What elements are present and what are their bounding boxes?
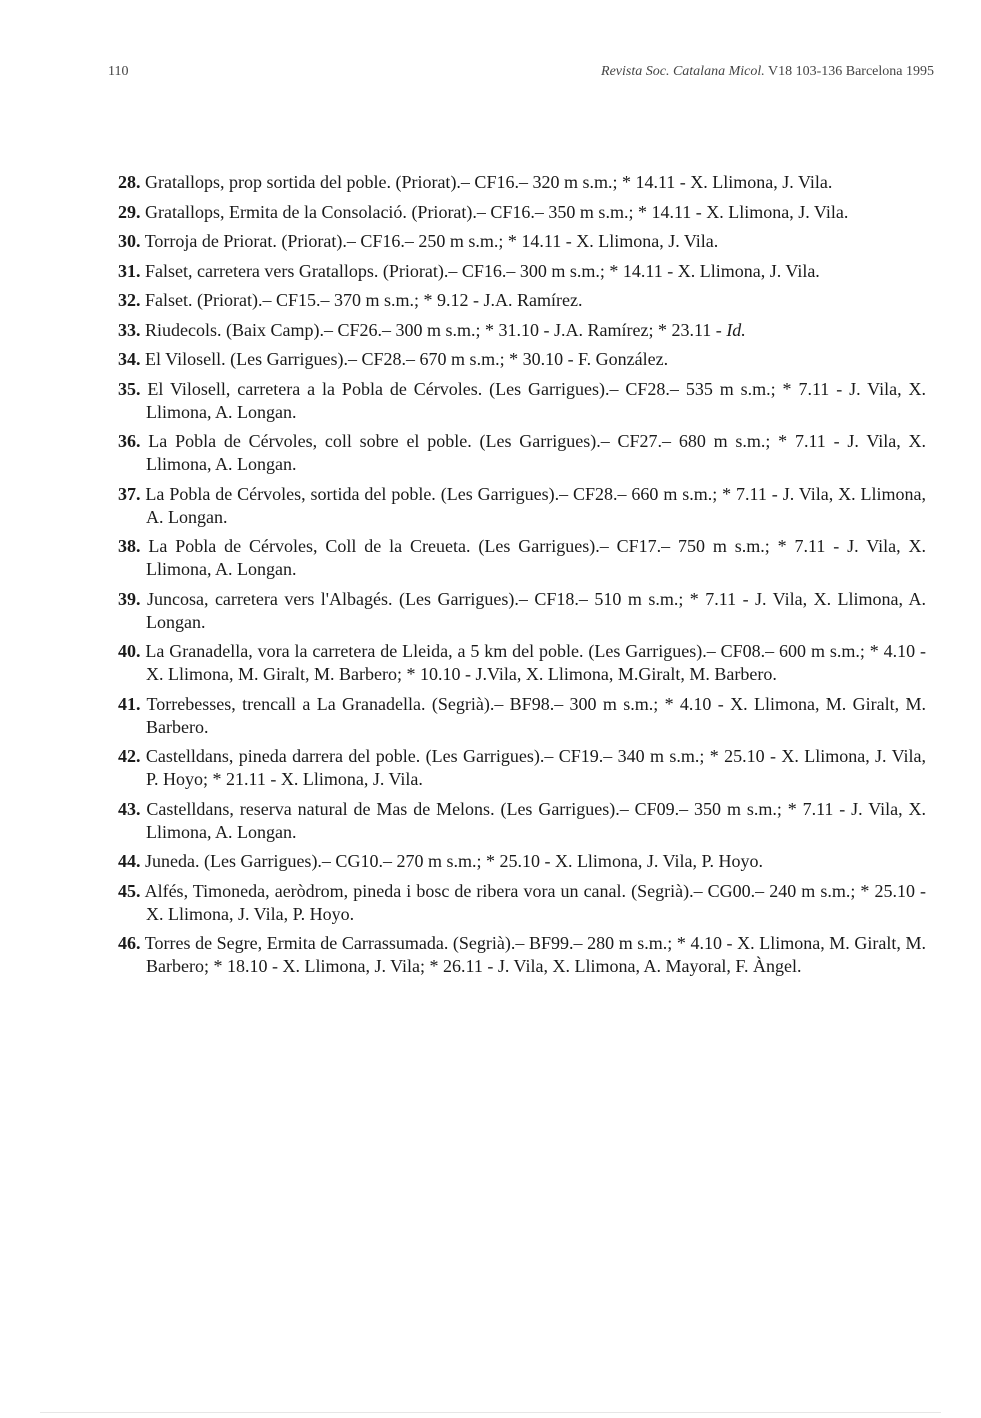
locality-entry bbox=[118, 230, 926, 253]
entry-number: 43. bbox=[118, 798, 141, 819]
entry-number: 33. bbox=[118, 319, 141, 340]
entry-locality: Falset, carretera vers Gratallops. bbox=[145, 260, 379, 281]
locality-entry bbox=[118, 588, 926, 634]
entry-locality: Torres de Segre, Ermita de Carrassumada. bbox=[144, 933, 449, 953]
entry-locality: El Vilosell, carretera a la Pobla de Cérvoles. bbox=[147, 378, 483, 399]
locality-entry bbox=[118, 319, 926, 342]
entry-locality: Juncosa, carretera vers l'Albagés. bbox=[146, 588, 393, 609]
entry-locality: Gratallops, prop sortida del poble. bbox=[145, 172, 391, 192]
entry-locality: La Pobla de Cérvoles, coll sobre el poble. bbox=[148, 431, 472, 451]
entry-details: (Les Garrigues).– CF19.– 340 m s.m.; * 25.10 - X. Llimona, J. Vila, P. Hoyo; * 21.11 - X. Llimona, J. Vila. bbox=[146, 746, 927, 789]
entry-number: 38. bbox=[118, 536, 141, 556]
entry-details: (Les Garrigues).– CF09.– 350 m s.m.; * 7.11 - J. Vila, X. Llimona, A. Longan. bbox=[146, 798, 927, 842]
entry-details-italic: Id. bbox=[726, 319, 746, 340]
entry-locality: La Pobla de Cérvoles, Coll de la Creueta. bbox=[148, 536, 471, 556]
entry-number: 32. bbox=[118, 290, 141, 310]
locality-entry bbox=[118, 430, 926, 476]
entry-number: 46. bbox=[118, 933, 141, 953]
entry-details: (Les Garrigues).– CG10.– 270 m s.m.; * 25.10 - X. Llimona, J. Vila, P. Hoyo. bbox=[199, 851, 764, 871]
locality-entry bbox=[118, 348, 926, 371]
locality-entry bbox=[118, 483, 926, 529]
locality-entry bbox=[118, 260, 926, 283]
entry-locality: Gratallops, Ermita de la Consolació. bbox=[145, 201, 407, 222]
page-header bbox=[108, 64, 934, 86]
entry-number: 39. bbox=[118, 588, 141, 609]
locality-entry bbox=[118, 693, 926, 739]
locality-entry bbox=[118, 798, 926, 844]
entry-details: (Priorat).– CF16.– 350 m s.m.; * 14.11 - X. Llimona, J. Vila. bbox=[406, 201, 849, 222]
entry-number: 35. bbox=[118, 378, 141, 399]
entry-details: (Priorat).– CF16.– 320 m s.m.; * 14.11 - X. Llimona, J. Vila. bbox=[390, 172, 833, 192]
entry-locality: La Granadella, vora la carretera de Lleida, a 5 km del poble. bbox=[145, 641, 584, 661]
locality-entry bbox=[118, 745, 926, 791]
entry-details: (Segrià).– BF98.– 300 m s.m.; * 4.10 - X. Llimona, M. Giralt, M. Barbero. bbox=[146, 693, 926, 737]
entry-details: (Les Garrigues).– CF17.– 750 m s.m.; * 7.11 - J. Vila, X. Llimona, A. Longan. bbox=[146, 536, 927, 579]
entry-details: (Priorat).– CF15.– 370 m s.m.; * 9.12 - J.A. Ramírez. bbox=[192, 290, 583, 310]
entry-details: (Les Garrigues).– CF28.– 670 m s.m.; * 30.10 - F. González. bbox=[225, 349, 669, 369]
entry-locality: Riudecols. bbox=[145, 319, 222, 340]
journal-title: Revista Soc. Catalana Micol. bbox=[601, 64, 765, 79]
locality-list bbox=[118, 171, 926, 985]
entry-number: 28. bbox=[118, 172, 141, 192]
entry-details: (Priorat).– CF16.– 300 m s.m.; * 14.11 - X. Llimona, J. Vila. bbox=[378, 260, 820, 281]
entry-details: (Priorat).– CF16.– 250 m s.m.; * 14.11 - X. Llimona, J. Vila. bbox=[276, 231, 719, 251]
entry-details: (Les Garrigues).– CF27.– 680 m s.m.; * 7.11 - J. Vila, X. Llimona, A. Longan. bbox=[146, 431, 927, 474]
entry-number: 34. bbox=[118, 349, 141, 369]
entry-locality: Castelldans, reserva natural de Mas de Melons. bbox=[146, 798, 495, 819]
entry-locality: Falset. bbox=[145, 290, 193, 310]
entry-number: 41. bbox=[118, 693, 141, 714]
entry-details: (Les Garrigues).– CF18.– 510 m s.m.; * 7.11 - J. Vila, X. Llimona, A. Longan. bbox=[146, 588, 926, 632]
entry-locality: Torrebesses, trencall a La Granadella. bbox=[146, 693, 426, 714]
locality-entry bbox=[118, 535, 926, 581]
locality-entry bbox=[118, 850, 926, 873]
entry-locality: Torroja de Priorat. bbox=[144, 231, 277, 251]
page-number: 110 bbox=[108, 64, 129, 79]
entry-details: (Les Garrigues).– CF28.– 660 m s.m.; * 7.11 - J. Vila, X. Llimona, A. Longan. bbox=[146, 483, 927, 527]
locality-entry bbox=[118, 640, 926, 686]
journal-reference bbox=[601, 64, 934, 80]
entry-number: 29. bbox=[118, 201, 141, 222]
entry-details: (Segrià).– CG00.– 240 m s.m.; * 25.10 - X. Llimona, J. Vila, P. Hoyo. bbox=[146, 880, 927, 924]
entry-details: (Les Garrigues).– CF28.– 535 m s.m.; * 7.11 - J. Vila, X. Llimona, A. Longan. bbox=[146, 378, 926, 422]
entry-number: 44. bbox=[118, 851, 141, 871]
entry-details: (Segrià).– BF99.– 280 m s.m.; * 4.10 - X. Llimona, M. Giralt, M. Barbero; * 18.10 - X. Llimona, J. Vila; * 26.11 - J. Vila, X. Llimona, A. Mayoral, F. Àngel. bbox=[146, 933, 926, 976]
locality-entry bbox=[118, 378, 926, 424]
entry-locality: Castelldans, pineda darrera del poble. bbox=[145, 746, 421, 766]
entry-number: 36. bbox=[118, 431, 141, 451]
entry-locality: Juneda. bbox=[145, 851, 200, 871]
entry-details: (Baix Camp).– CF26.– 300 m s.m.; * 31.10 - J.A. Ramírez; * 23.11 - bbox=[221, 319, 727, 340]
locality-entry bbox=[118, 289, 926, 312]
entry-number: 40. bbox=[118, 641, 141, 661]
entry-locality: Alfés, Timoneda, aeròdrom, pineda i bosc de ribera vora un canal. bbox=[144, 880, 627, 901]
locality-entry bbox=[118, 932, 926, 978]
entry-number: 45. bbox=[118, 880, 141, 901]
locality-entry bbox=[118, 201, 926, 224]
locality-entry bbox=[118, 171, 926, 194]
entry-locality: La Pobla de Cérvoles, sortida del poble. bbox=[145, 483, 436, 504]
entry-number: 42. bbox=[118, 746, 141, 766]
entry-details: (Les Garrigues).– CF08.– 600 m s.m.; * 4.10 - X. Llimona, M. Giralt, M. Barbero; * 10.10 - J.Vila, X. Llimona, M.Giralt, M. Barbero. bbox=[146, 641, 927, 684]
entry-number: 31. bbox=[118, 260, 141, 281]
journal-volume-pages-year: V18 103-136 Barcelona 1995 bbox=[764, 64, 934, 79]
entry-number: 30. bbox=[118, 231, 141, 251]
entry-locality: El Vilosell. bbox=[145, 349, 226, 369]
entry-number: 37. bbox=[118, 483, 141, 504]
bottom-rule bbox=[40, 1412, 941, 1413]
locality-entry bbox=[118, 880, 926, 926]
